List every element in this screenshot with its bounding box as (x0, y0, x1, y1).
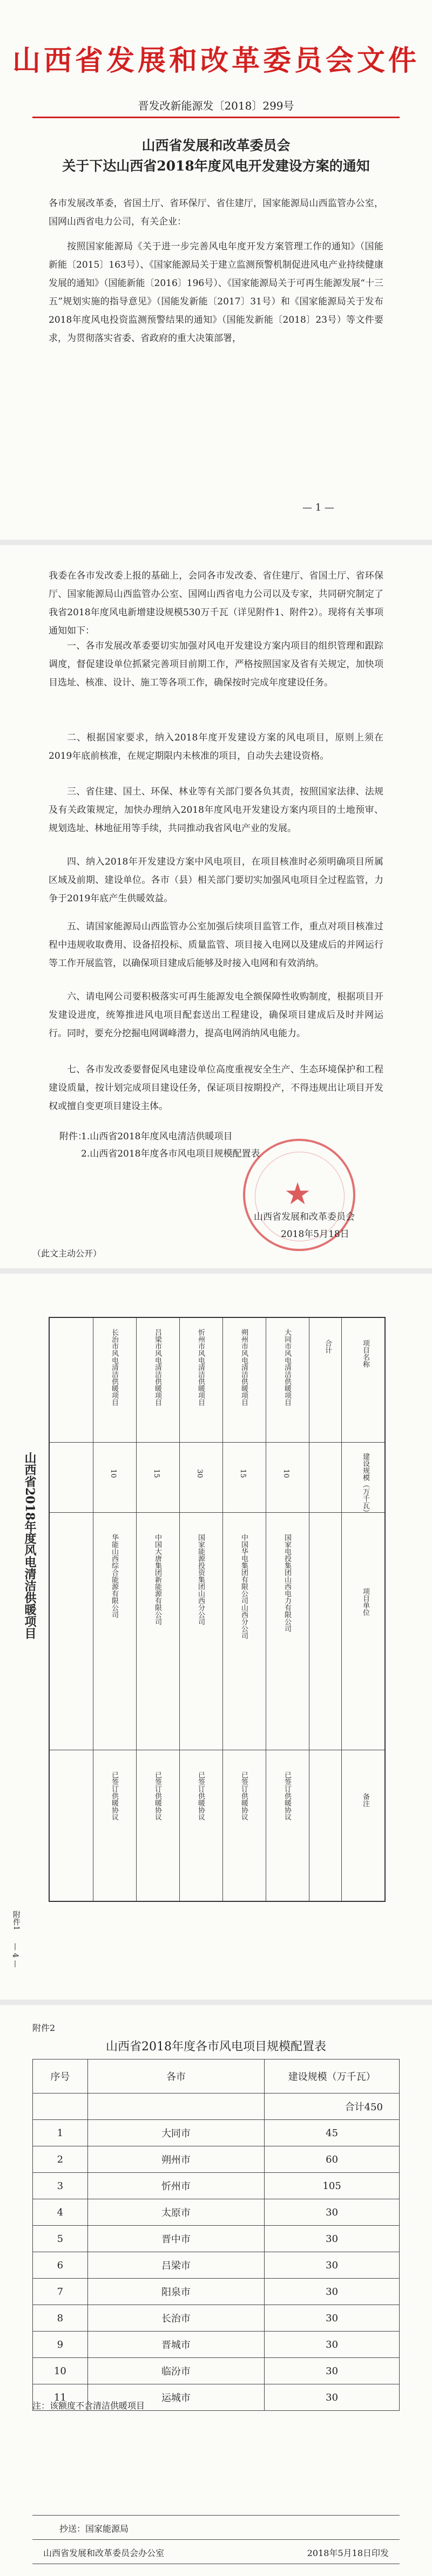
quota-table (32, 2059, 400, 2411)
subject-line: 关于下达山西省2018年度风电开发建设方案的通知 (62, 158, 370, 174)
cell-seq: 8 (33, 2305, 88, 2332)
table-row (33, 2279, 400, 2305)
table-header-row (33, 2060, 400, 2094)
paragraph-plan: 我委在各市发改委上报的基础上，会同各市发改委、省住建厅、省国土厅、省环保厅、国家能源局山西监管办公室、国网山西省电力公司以及专家，共同研究制定了我省2018年度风电新增建设规模530万千瓦（详见附件1、附件2）。现将有关事项通知如下： (49, 570, 383, 636)
table-cell: 已签订供暖协议 (153, 1771, 161, 1820)
cell-scale: 30 (265, 2199, 400, 2226)
cell-seq: 1 (33, 2120, 88, 2146)
item-7: 七、各市发改委要督促风电建设单位高度重视安全生产、生态环境保护和工程建设质量，按计划完成项目建设任务，保证项目按期投产，不得违规出让项目开发权或擅自变更项目建设主体。 (49, 1064, 383, 1112)
attachment-1-label: 附件1 (12, 1911, 21, 1931)
item-5: 五、请国家能源局山西监管办公室加强后续项目监管工作，重点对项目核准过程中违规收取费用、设备招投标、质量监管、项目接入电网以及建成后的并网运行等工作开展监管，以确保项目建成后能够及时接入电网和有效消纳。 (49, 921, 383, 969)
document-header-title: 山西省发展和改革委员会文件 (12, 45, 420, 77)
cell-city: 临汾市 (87, 2358, 265, 2384)
table-cell: 10 (109, 1469, 117, 1478)
table-row: 忻州市风电清洁供暖项目 (197, 1329, 205, 1406)
cell-seq: 3 (33, 2173, 88, 2199)
total-value: 合计450 (265, 2094, 400, 2120)
table-row (33, 2332, 400, 2358)
issuer-line: 山西省发展和改革委员会 (141, 138, 291, 153)
table-row (33, 2226, 400, 2252)
attachments-label: 附件： (59, 1131, 87, 1142)
header-note: 备注 (361, 1793, 369, 1807)
cell-scale: 30 (265, 2226, 400, 2252)
attachment-2-title: 山西省2018年度各市风电项目规模配置表 (106, 2040, 326, 2054)
table-row (33, 2120, 400, 2146)
page-3 (0, 1274, 432, 2000)
cell-city: 吕梁市 (87, 2252, 265, 2279)
table-cell: 15 (152, 1469, 160, 1478)
table-cell: 中国华电集团有限公司山西分公司 (240, 1534, 248, 1639)
page-number: — 1 — (302, 502, 334, 513)
cell-scale: 105 (265, 2173, 400, 2199)
item-1: 一、各市发展改革委要切实加强对风电开发建设方案内项目的组织管理和跟踪调度，督促建设单位抓紧完善项目前期工作，严格按照国家及省有关规定，加快项目选址、核准、设计、施工等各项工作，确保按时完成年度建设任务。 (49, 641, 383, 688)
table-total-row (33, 2094, 400, 2120)
table-cell: 10 (282, 1469, 290, 1478)
table-cell: 已签订供暖协议 (110, 1771, 118, 1820)
header-unit: 项目单位 (361, 1588, 369, 1616)
table-row (33, 2305, 400, 2332)
cell-seq: 10 (33, 2358, 88, 2384)
public-note: （此文主动公开） (32, 1248, 102, 1259)
table-row (33, 2358, 400, 2384)
header-city: 各市 (87, 2060, 265, 2094)
cell-seq: 4 (33, 2199, 88, 2226)
attachment-1-title: 山西省2018年度风电清洁供暖项目 (23, 1452, 37, 1640)
cell-seq: 9 (33, 2332, 88, 2358)
cell-city: 大同市 (87, 2120, 265, 2146)
table-row: 吕梁市风电清洁供暖项目 (153, 1329, 161, 1406)
table-row (33, 2199, 400, 2226)
table-cell: 已签订供暖协议 (240, 1771, 248, 1820)
item-6: 六、请电网公司要积极落实可再生能源发电全额保障性收购制度，根据项目开发建设进度，统筹推进风电项目配套送出工程建设，确保项目建成后及时并网运行。同时，要充分挖掘电网调峰潜力，提高电网消纳风电能力。 (49, 991, 383, 1039)
table-row (33, 2173, 400, 2199)
divider (32, 2539, 400, 2540)
page-number: — 4 — (11, 1943, 19, 1968)
cell-scale: 30 (265, 2332, 400, 2358)
attachment-2-label: 附件2 (32, 2023, 56, 2033)
header-seq: 序号 (33, 2060, 88, 2094)
cell-city: 阳泉市 (87, 2279, 265, 2305)
signer: 山西省发展和改革委员会 (254, 1212, 355, 1222)
cell-city: 朔州市 (87, 2146, 265, 2173)
divider (32, 2515, 400, 2516)
cell-scale: 30 (265, 2279, 400, 2305)
cell-city: 太原市 (87, 2199, 265, 2226)
header-scale: 建设规模（万千瓦） (265, 2060, 400, 2094)
page-4 (0, 2005, 432, 2576)
cell-seq: 7 (33, 2279, 88, 2305)
header-project-name: 项目名称 (361, 1340, 369, 1368)
cell-seq: 6 (33, 2252, 88, 2279)
item-3: 三、省住建、国土、环保、林业等有关部门要各负其责，按照国家法律、法规及有关政策规定，加快办理纳入2018年度风电开发建设方案内项目的土地预审、规划选址、林地征用等手续，共同推动我省风电产业的发展。 (49, 786, 383, 834)
table-cell: 15 (239, 1469, 247, 1478)
attachment-1-link[interactable]: 1.山西省2018年度风电清洁供暖项目 (81, 1131, 233, 1142)
item-4: 四、纳入2018年开发建设方案中风电项目，在项目核准时必须明确项目所属区域及前期、建设单位。各市（县）相关部门要切实加强风电项目全过程监管，力争于2019年底产生供暖效益。 (49, 857, 383, 904)
attachment-2-link[interactable]: 2.山西省2018年度各市风电项目规模配置表 (81, 1148, 260, 1159)
table-row (33, 2252, 400, 2279)
document-number: 晋发改新能源发〔2018〕299号 (138, 99, 294, 112)
cell-seq: 11 (33, 2384, 88, 2411)
footer-issuer: 山西省发展和改革委员会办公室 (43, 2548, 165, 2558)
cell-scale: 30 (265, 2252, 400, 2279)
table-cell: 中国大唐集团新能源有限公司 (153, 1534, 161, 1625)
table-cell: 华能山西综合能源有限公司 (110, 1534, 118, 1618)
table-row: 朔州市风电清洁供暖项目 (240, 1329, 248, 1406)
cell-city: 长治市 (87, 2305, 265, 2332)
cell-scale: 30 (265, 2305, 400, 2332)
item-2: 二、根据国家要求，纳入2018年度开发建设方案的风电项目，原则上须在2019年底前核准，在规定期限内未核准的项目，自动失去建设资格。 (49, 732, 383, 762)
cc-line: 抄送：国家能源局 (59, 2524, 129, 2534)
table-row: 大同市风电清洁供暖项目 (283, 1329, 291, 1406)
cell-scale: 30 (265, 2384, 400, 2411)
cell-seq: 2 (33, 2146, 88, 2173)
table-note: 注：该额度不含清洁供暖项目 (32, 2401, 145, 2411)
total-label: 合计 (323, 1340, 332, 1354)
cell-scale: 30 (265, 2358, 400, 2384)
cell-city: 晋中市 (87, 2226, 265, 2252)
cell-seq: 5 (33, 2226, 88, 2252)
cell-city: 晋城市 (87, 2332, 265, 2358)
cell-city: 忻州市 (87, 2173, 265, 2199)
attachment-1-table (49, 1317, 386, 1902)
table-cell: 国家能源投资集团山西分公司 (197, 1534, 205, 1625)
table-cell: 国家电投集团山西电力有限公司 (283, 1534, 291, 1632)
table-row (33, 2146, 400, 2173)
seal-star-icon: ★ (284, 1177, 312, 1212)
red-divider (32, 117, 400, 118)
paragraph-intro: 按照国家能源局《关于进一步完善风电年度开发方案管理工作的通知》（国能新能〔2015〕163号）、《国家能源局关于建立监测预警机制促进风电产业持续健康发展的通知》（国能新能〔2016〕196号）、《国家能源局关于可再生能源发展“十三五”规划实施的指导意见》（国能发新能〔2017〕31号）和《国家能源局关于发布2018年度风电投资监测预警结果的通知》（国能发新能〔2018〕23号）等文件要求，为贯彻落实省委、省政府的重大决策部署， (49, 241, 383, 344)
table-cell: 已签订供暖协议 (283, 1771, 291, 1820)
addressee: 各市发展改革委，省国土厅、省环保厅、省住建厅，国家能源局山西监管办公室，国网山西省电力公司，有关企业： (49, 198, 383, 227)
header-capacity: 建设规模（万千瓦） (361, 1453, 369, 1516)
cell-scale: 45 (265, 2120, 400, 2146)
page-2 (0, 545, 432, 1268)
table-row: 长治市风电清洁供暖项目 (110, 1329, 118, 1406)
sign-date: 2018年5月18日 (281, 1229, 349, 1240)
table-cell: 已签订供暖协议 (197, 1771, 205, 1820)
page-1 (0, 0, 432, 540)
table-cell: 30 (195, 1469, 204, 1478)
cell-scale: 60 (265, 2146, 400, 2173)
footer-date: 2018年5月18日印发 (307, 2548, 389, 2558)
cell-city: 运城市 (87, 2384, 265, 2411)
